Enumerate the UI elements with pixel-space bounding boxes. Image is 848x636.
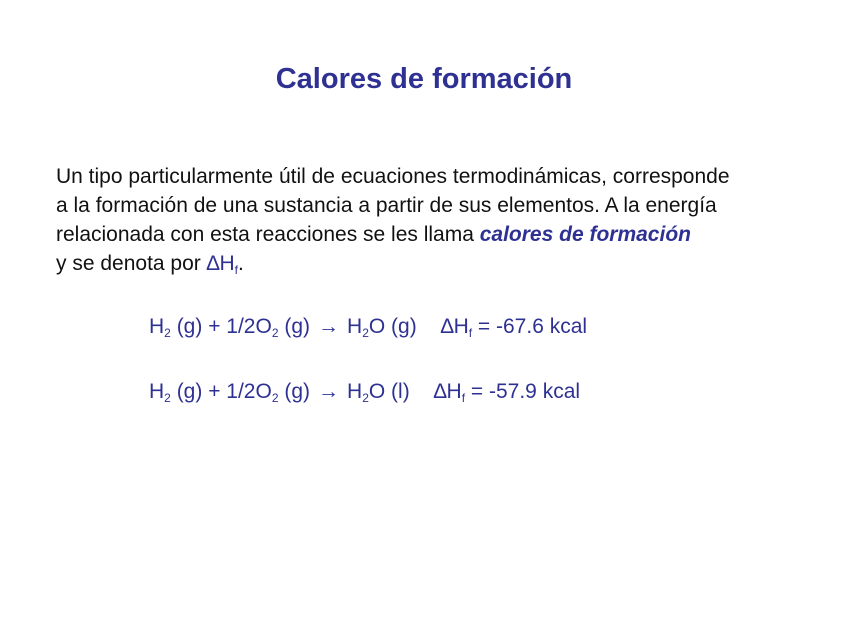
eq2-product-rest: O (l)	[368, 380, 410, 403]
intro-paragraph	[56, 162, 846, 278]
eq2-delta-h-value: = -57.9 kcal	[465, 380, 581, 403]
equation-water-liquid	[149, 378, 580, 406]
eq2-product-sub: 2	[362, 391, 369, 405]
eq2-h2-state: (g) + 1/2O	[170, 380, 272, 403]
delta-h-text: ∆H	[206, 252, 235, 275]
delta-h-subscript: f	[234, 263, 238, 277]
eq1-product-rest: O (g)	[368, 315, 417, 338]
reaction-arrow-icon: →	[318, 380, 340, 403]
eq2-product-h: H	[347, 380, 363, 403]
eq1-h: H	[149, 315, 165, 338]
eq2-o-sub: 2	[271, 391, 279, 405]
eq1-h2-state: (g) + 1/2O	[170, 315, 272, 338]
intro-line-4-text: y se denota por	[56, 252, 207, 275]
eq2-delta-h-sub: f	[461, 391, 466, 405]
eq1-delta-h: ∆H	[440, 315, 469, 338]
eq2-delta-h: ∆H	[433, 380, 462, 403]
eq1-delta-h-sub: f	[468, 326, 473, 340]
eq1-product-sub: 2	[362, 326, 369, 340]
eq2-h-sub: 2	[164, 391, 171, 405]
intro-line-3-text: relacionada con esta reacciones se les llama	[56, 223, 480, 246]
eq2-o2-state: (g)	[278, 380, 311, 403]
delta-h-symbol	[207, 252, 238, 275]
eq2-h: H	[149, 380, 165, 403]
eq1-product-h: H	[347, 315, 363, 338]
calores-de-formacion-emphasis: calores de formación	[479, 223, 691, 246]
slide-title: Calores de formación	[275, 63, 573, 95]
eq1-o2-state: (g)	[278, 315, 311, 338]
intro-line-4	[56, 249, 846, 278]
intro-line-1: Un tipo particularmente útil de ecuaciones termodinámicas, corresponde	[56, 165, 730, 188]
intro-line-2: a la formación de una sustancia a partir de sus elementos. A la energía	[56, 194, 717, 217]
eq1-h-sub: 2	[164, 326, 171, 340]
intro-line-4-period: .	[237, 252, 244, 275]
eq1-delta-h-value: = -67.6 kcal	[472, 315, 588, 338]
eq1-o-sub: 2	[271, 326, 279, 340]
reaction-arrow-icon: →	[318, 315, 340, 338]
equation-water-gas	[149, 313, 587, 341]
intro-line-3	[56, 220, 846, 249]
